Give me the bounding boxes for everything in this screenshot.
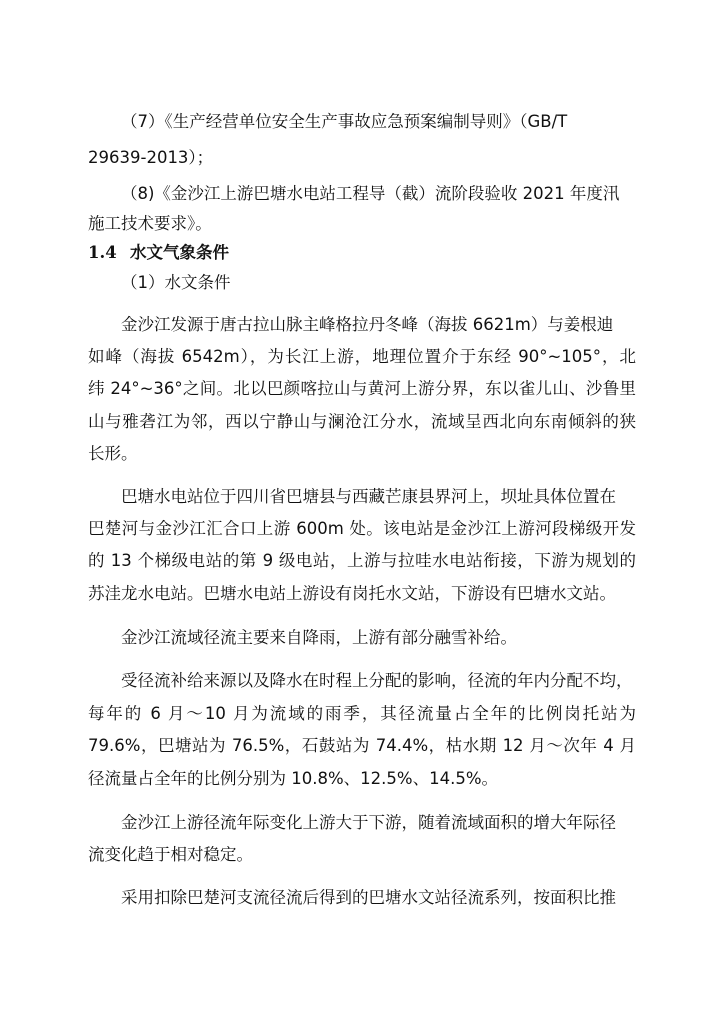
paragraph-4-line: 径流量占全年的比例分别为 10.8%、12.5%、14.5%。: [88, 769, 498, 788]
reference-item-8-line-2: 施工技术要求》。: [88, 214, 212, 233]
paragraph-2-line: 的 13 个梯级电站的第 9 级电站，上游与拉哇水电站衔接，下游为规划的: [88, 551, 636, 570]
section-title: 水文气象条件: [130, 243, 229, 262]
paragraph-1-line: 金沙江发源于唐古拉山脉主峰格拉丹冬峰（海拔 6621m）与姜根迪: [121, 315, 614, 334]
subsection-title: （1）水文条件: [121, 273, 231, 292]
paragraph-1-line: 纬 24°~36°之间。北以巴颜喀拉山与黄河上游分界，东以雀儿山、沙鲁里: [88, 379, 636, 398]
paragraph-4-line: 受径流补给来源以及降水在时程上分配的影响，径流的年内分配不均，: [121, 671, 633, 690]
paragraph-2-line: 苏洼龙水电站。巴塘水电站上游设有岗托水文站，下游设有巴塘水文站。: [88, 584, 616, 603]
paragraph-6-line: 采用扣除巴楚河支流径流后得到的巴塘水文站径流系列，按面积比推: [121, 888, 616, 907]
paragraph-1-line: 如峰（海拔 6542m），为长江上游，地理位置介于东经 90°~105°，北: [88, 347, 636, 366]
paragraph-2-line: 巴楚河与金沙江汇合口上游 600m 处。该电站是金沙江上游河段梯级开发: [88, 519, 636, 538]
paragraph-3-line: 金沙江流域径流主要来自降雨，上游有部分融雪补给。: [121, 628, 517, 647]
section-heading: [88, 241, 229, 265]
paragraph-1-line: 长形。: [88, 444, 138, 463]
section-number: 1.4: [88, 243, 117, 262]
paragraph-2-line: 巴塘水电站位于四川省巴塘县与西藏芒康县界河上，坝址具体位置在: [121, 487, 616, 506]
reference-item-8-line-1: （8)《金沙江上游巴塘水电站工程导（截）流阶段验收 2021 年度汛: [121, 184, 620, 203]
paragraph-5-line: 流变化趋于相对稳定。: [88, 845, 253, 864]
reference-item-7-line-2: 29639-2013）；: [88, 148, 214, 167]
paragraph-5-line: 金沙江上游径流年际变化上游大于下游，随着流域面积的增大年际径: [121, 813, 616, 832]
paragraph-4-line: 79.6%，巴塘站为 76.5%，石鼓站为 74.4%，枯水期 12 月～次年 4 月: [88, 736, 636, 755]
reference-item-7-line-1: （7）《生产经营单位安全生产事故应急预案编制导则》（GB/T: [121, 112, 568, 131]
paragraph-1-line: 山与雅砻江为邻，西以宁静山与澜沧江分水，流域呈西北向东南倾斜的狭: [88, 412, 636, 431]
paragraph-4-line: 每年的 6 月～10 月为流域的雨季，其径流量占全年的比例岗托站为: [88, 704, 636, 723]
